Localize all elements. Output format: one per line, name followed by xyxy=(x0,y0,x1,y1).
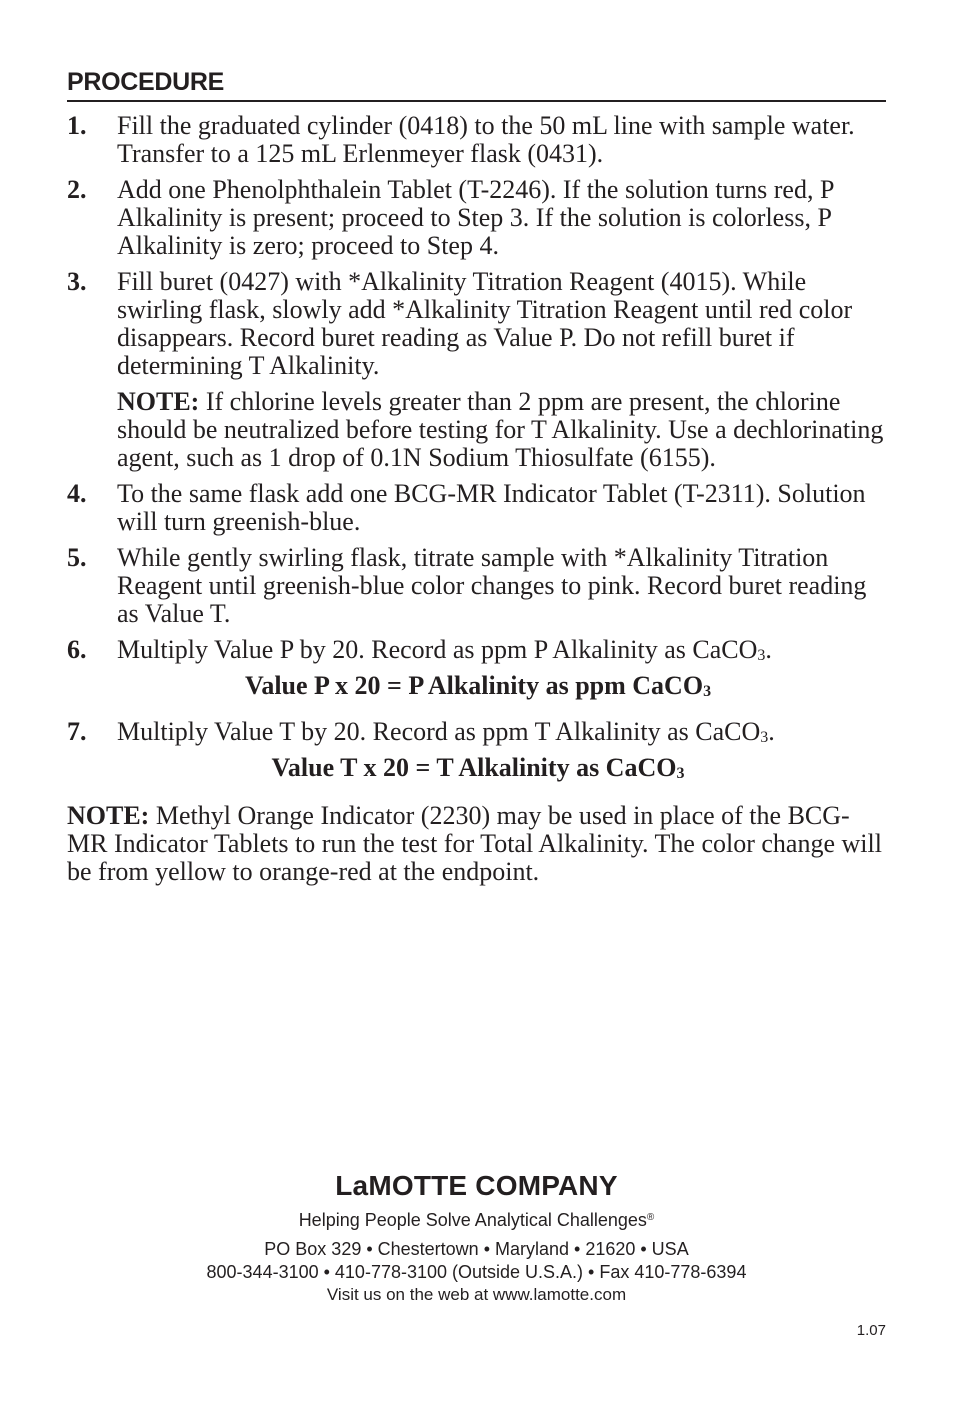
step-7 xyxy=(67,718,889,782)
step-text: Fill buret (0427) with *Alkalinity Titration Reagent (4015). While swirling flask, slowly add *Alkalinity Titration Reagent until red color disappears. Record buret reading as Value P. Do not refill buret if determining T Alkalinity. xyxy=(117,267,853,380)
step-number: 3. xyxy=(67,267,87,296)
formula-text: Value P x 20 = P Alkalinity as ppm CaCO xyxy=(244,671,704,700)
step-2 xyxy=(67,176,889,260)
step-number: 5. xyxy=(67,543,87,572)
formula-subscript: 3 xyxy=(703,683,712,700)
step-3-note xyxy=(117,388,889,472)
website-line: Visit us on the web at www.lamotte.com xyxy=(326,1285,627,1304)
step-4 xyxy=(67,480,889,536)
step-5 xyxy=(67,544,889,628)
step-1 xyxy=(67,112,889,168)
formula-subscript: 3 xyxy=(676,765,685,782)
step-number: 4. xyxy=(67,479,87,508)
note-text: If chlorine levels greater than 2 ppm are present, the chlorine should be neutralized before testing for T Alkalinity. Use a dechlorinating agent, such as 1 drop of 0.1N Sodium Thiosulfate (6155). xyxy=(117,387,884,472)
postal-address: PO Box 329 • Chestertown • Maryland • 21620 • USA xyxy=(264,1239,689,1259)
note-label: NOTE: xyxy=(117,387,200,416)
procedure-steps xyxy=(67,112,889,886)
final-note xyxy=(67,802,889,886)
step-text: Add one Phenolphthalein Tablet (T-2246). If the solution turns red, P Alkalinity is present; proceed to Step 3. If the solution is colorless, P Alkalinity is zero; proceed to Step 4. xyxy=(117,175,834,260)
step-number: 6. xyxy=(67,635,87,664)
step-number: 1. xyxy=(67,111,87,140)
footer xyxy=(67,1168,886,1306)
formula-t xyxy=(67,754,889,782)
company-name: LaMOTTE COMPANY xyxy=(335,1170,618,1201)
formula-text: Value T x 20 = T Alkalinity as CaCO xyxy=(271,753,677,782)
note-label: NOTE: xyxy=(67,801,150,830)
subscript: 3 xyxy=(760,729,769,746)
version-number: 1.07 xyxy=(856,1322,886,1339)
section-heading: PROCEDURE xyxy=(67,68,225,96)
phone-numbers: 800-344-3100 • 410-778-3100 (Outside U.S.A.) • Fax 410-778-6394 xyxy=(206,1262,747,1282)
step-text: To the same flask add one BCG-MR Indicator Tablet (T-2311). Solution will turn greenish-blue. xyxy=(117,479,866,536)
heading-rule xyxy=(67,100,886,102)
note-text: Methyl Orange Indicator (2230) may be used in place of the BCG-MR Indicator Tablets to run the test for Total Alkalinity. The color change will be from yellow to orange-red at the endpoint. xyxy=(67,801,882,886)
step-text-end: . xyxy=(768,717,775,746)
formula-p xyxy=(67,672,889,700)
step-6 xyxy=(67,636,889,700)
tagline xyxy=(67,1208,886,1232)
step-text-end: . xyxy=(765,635,772,664)
step-text: Fill the graduated cylinder (0418) to the 50 mL line with sample water. Transfer to a 125 mL Erlenmeyer flask (0431). xyxy=(117,111,855,168)
step-number: 7. xyxy=(67,717,87,746)
step-text: Multiply Value T by 20. Record as ppm T Alkalinity as CaCO xyxy=(117,717,761,746)
subscript: 3 xyxy=(757,647,766,664)
step-number: 2. xyxy=(67,175,87,204)
step-text: Multiply Value P by 20. Record as ppm P Alkalinity as CaCO xyxy=(117,635,758,664)
registered-mark: ® xyxy=(646,1212,655,1223)
step-text: While gently swirling flask, titrate sample with *Alkalinity Titration Reagent until greenish-blue color changes to pink. Record buret reading as Value T. xyxy=(117,543,867,628)
step-3 xyxy=(67,268,889,472)
tagline-text: Helping People Solve Analytical Challenges xyxy=(298,1210,647,1230)
